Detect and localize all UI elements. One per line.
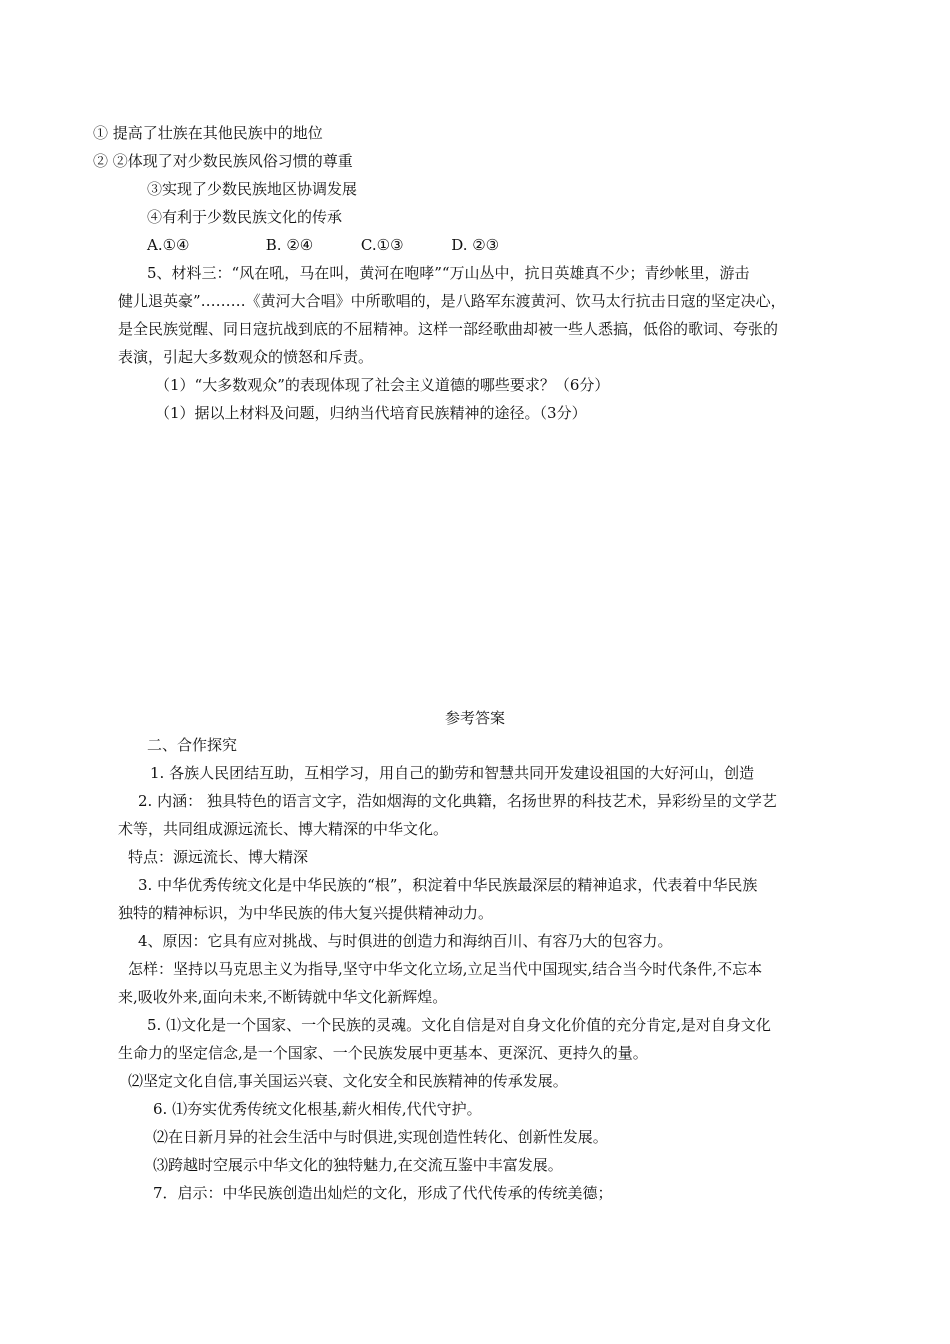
question-5-sub-2: （1）据以上材料及问题，归纳当代培育民族精神的途径。（3分） bbox=[155, 404, 587, 422]
answer-6-line-3: ⑶跨越时空展示中华文化的独特魅力,在交流互鉴中丰富发展。 bbox=[153, 1156, 563, 1174]
answer-choices: A.①④ B. ②④ C.①③ D. ②③ bbox=[147, 236, 500, 254]
option-line-4: ④有利于少数民族文化的传承 bbox=[147, 208, 343, 226]
answer-4-line-2: 怎样：坚持以马克思主义为指导,坚守中华文化立场,立足当代中国现实,结合当今时代条件,不忘本 bbox=[128, 960, 763, 978]
section-heading: 二、合作探究 bbox=[147, 736, 238, 754]
option-line-2: ② ②体现了对少数民族风俗习惯的尊重 bbox=[93, 152, 353, 170]
answer-2-line-1: 2. 内涵： 独具特色的语言文字，浩如烟海的文化典籍，名扬世界的科技艺术，异彩纷呈的文学艺 bbox=[138, 792, 777, 810]
question-5-line-4: 表演，引起大多数观众的愤怒和斥责。 bbox=[118, 348, 374, 366]
question-5-line-3: 是全民族觉醒、同日寇抗战到底的不屈精神。这样一部经歌曲却被一些人悉搞，低俗的歌词、夸张的 bbox=[118, 320, 779, 338]
answer-3-line-2: 独特的精神标识，为中华民族的伟大复兴提供精神动力。 bbox=[118, 904, 494, 922]
question-5-line-1: 5、材料三：“风在吼，马在叫，黄河在咆哮”“万山丛中，抗日英雄真不少；青纱帐里，游击 bbox=[147, 264, 750, 282]
answers-title: 参考答案 bbox=[444, 709, 505, 727]
answer-5-line-3: ⑵坚定文化自信,事关国运兴衰、文化安全和民族精神的传承发展。 bbox=[128, 1072, 568, 1090]
answer-2-feature: 特点：源远流长、博大精深 bbox=[128, 848, 309, 866]
answer-6-line-2: ⑵在日新月异的社会生活中与时俱进,实现创造性转化、创新性发展。 bbox=[153, 1128, 608, 1146]
answer-7-line-1: 7．启示：中华民族创造出灿烂的文化，形成了代代传承的传统美德； bbox=[153, 1184, 613, 1202]
option-line-3: ③实现了少数民族地区协调发展 bbox=[147, 180, 358, 198]
answer-5-line-1: 5. ⑴文化是一个国家、一个民族的灵魂。文化自信是对自身文化价值的充分肯定,是对自身文化 bbox=[147, 1016, 771, 1034]
answer-5-line-2: 生命力的坚定信念,是一个国家、一个民族发展中更基本、更深沉、更持久的量。 bbox=[118, 1044, 648, 1062]
answer-4-line-3: 来,吸收外来,面向未来,不断铸就中华文化新辉煌。 bbox=[118, 988, 448, 1006]
answer-3-line-1: 3. 中华优秀传统文化是中华民族的“根”，积淀着中华民族最深层的精神追求，代表着中华民族 bbox=[138, 876, 758, 894]
answer-4-line-1: 4、原因：它具有应对挑战、与时俱进的创造力和海纳百川、有容乃大的包容力。 bbox=[138, 932, 673, 950]
option-line-1: ① 提高了壮族在其他民族中的地位 bbox=[93, 124, 323, 142]
question-5-sub-1: （1）“大多数观众”的表现体现了社会主义道德的哪些要求？（6分） bbox=[155, 376, 610, 394]
answer-2-line-2: 术等，共同组成源远流长、博大精深的中华文化。 bbox=[118, 820, 449, 838]
answer-6-line-1: 6. ⑴夯实优秀传统文化根基,薪火相传,代代守护。 bbox=[153, 1100, 482, 1118]
answer-1: 1. 各族人民团结互助，互相学习，用自己的勤劳和智慧共同开发建设祖国的大好河山，创造 bbox=[150, 764, 755, 782]
question-5-line-2: 健儿退英豪”………《黄河大合唱》中所歌唱的，是八路军东渡黄河、饮马太行抗击日寇的坚定决心， bbox=[118, 292, 786, 310]
